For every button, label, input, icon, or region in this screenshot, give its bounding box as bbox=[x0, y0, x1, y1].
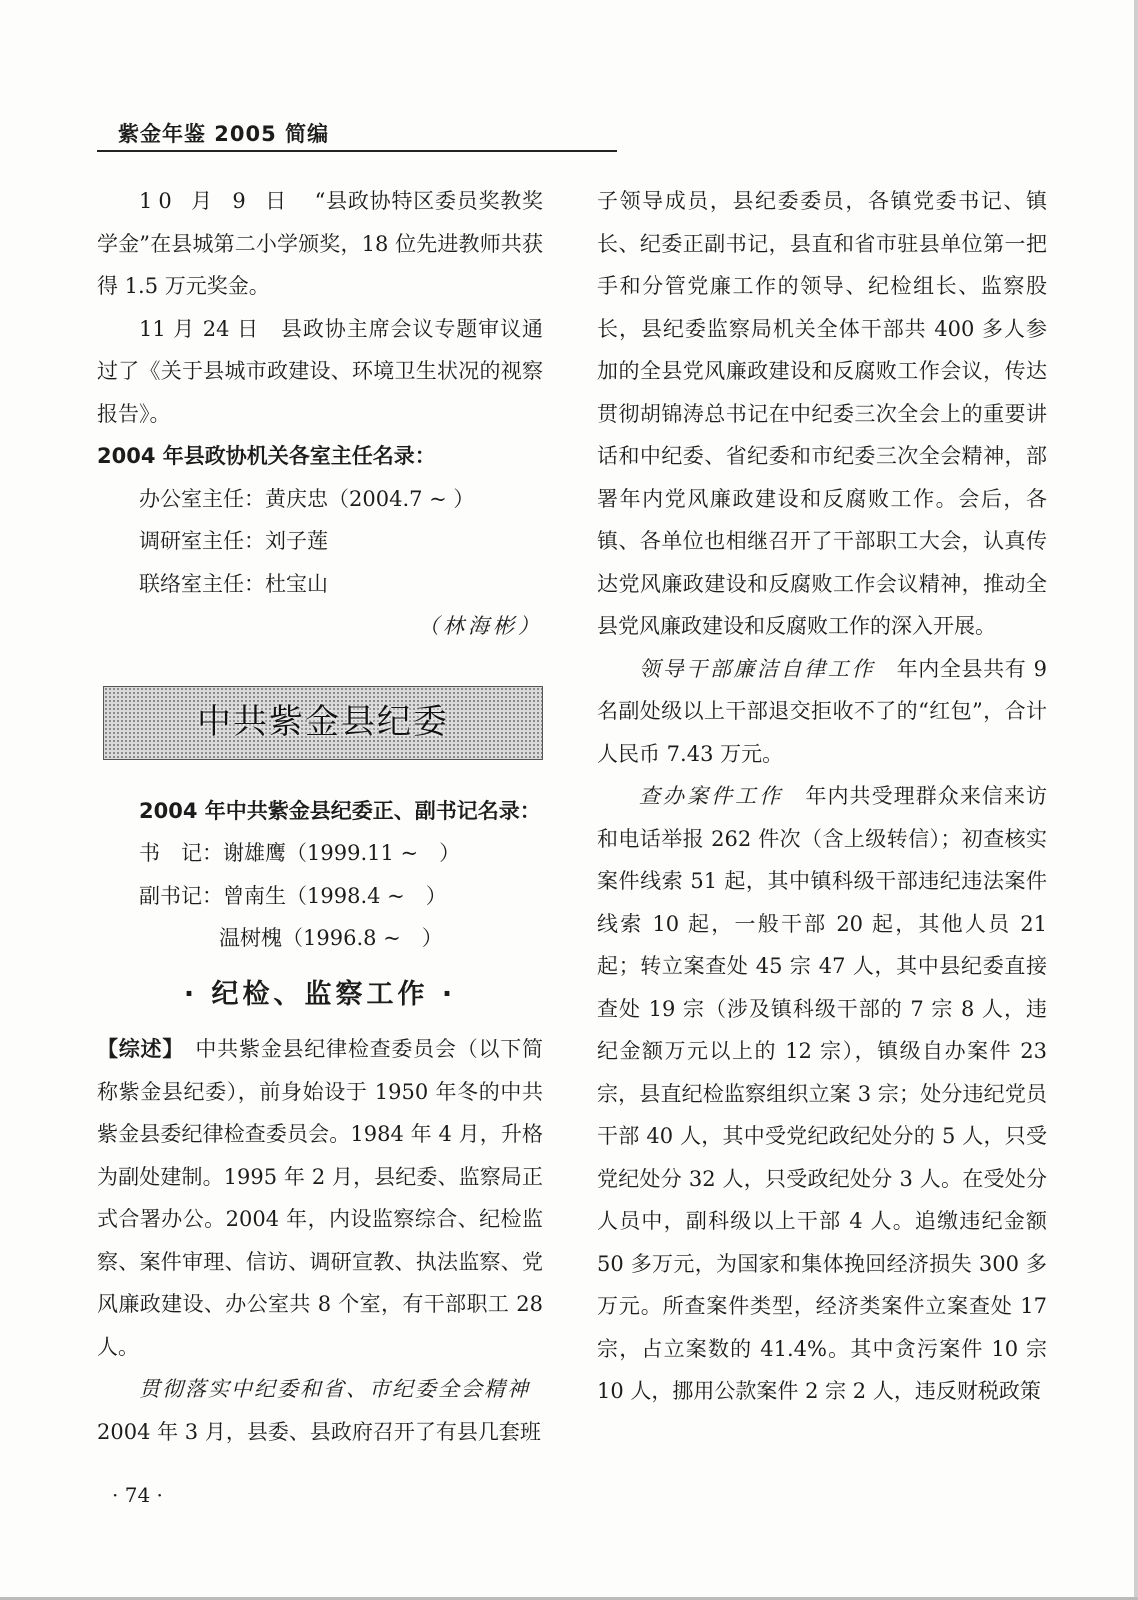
running-header-title: 紫金年鉴 2005 简编 bbox=[118, 122, 330, 146]
meeting-paragraph: 子领导成员，县纪委委员，各镇党委书记、镇长、纪委正副书记，县直和省市驻县单位第一把手和分管党廉工作的领导、纪检组长、监察股长，县纪委监察局机关全体干部共 400 多人参加的全县党风廉政建设和反腐败工作会议，传达贯彻胡锦涛总书记在中纪委三次全会上的重要讲话和中纪委、省纪委和市纪委三次全会精神，部署年内党风廉政建设和反腐败工作。会后，各镇、各单位也相继召开了干部职工大会，认真传达党风廉政建设和反腐败工作会议精神，推动全县党风廉政建设和反腐败工作的深入开展。 bbox=[597, 189, 1047, 638]
page-number: · 74 · bbox=[112, 1483, 163, 1507]
directory-item: 调研室主任：刘子莲 bbox=[139, 529, 328, 553]
directory-item: 联络室主任：杜宝山 bbox=[139, 571, 328, 596]
self-discipline-paragraph bbox=[597, 648, 1047, 776]
secretaries-heading: 2004 年中共紫金县纪委正、副书记名录： bbox=[139, 798, 541, 823]
section-banner bbox=[103, 686, 543, 760]
event-oct-9 bbox=[97, 180, 543, 308]
deputy-secretary-entry: 副书记：曾南生（1998.4 ~ ） bbox=[139, 883, 447, 908]
event-nov-24 bbox=[97, 308, 543, 436]
cases-text: 年内共受理群众来信来访和电话举报 262 件次（含上级转信）；初查核实案件线索 51 起，其中镇科级干部违纪违法案件线索 10 起，一般干部 20 起，其他人员 21 起；转立案查处 45 宗 47 人，其中县纪委直接查处 19 宗（涉及镇科级干部的 7 宗 8 人，违纪金额万元以上的 12 宗），镇级自办案件 23 宗，县直纪检监察组织立案 3 宗；处分违纪党员干部 40 人，其中受党纪政纪处分的 5 人，只受党纪处分 32 人，只受政纪处分 3 人。在受处分人员中，副科级以上干部 4 人。追缴违纪金额 50 多万元，为国家和集体挽回经济损失 300 多万元。所查案件类型，经济类案件立案查处 17 宗，占立案数的 41.4%。其中贪污案件 10 宗 10 人，挪用公款案件 2 宗 2 人，违反财税政策 bbox=[597, 784, 1048, 1403]
summary-label: 【综述】 bbox=[97, 1037, 174, 1061]
self-discipline-text: 年内全县共有 9 名副处级以上干部退交拒收不了的“红包”，合计人民币 7.43 万元。 bbox=[597, 656, 1047, 766]
summary-text: 中共紫金县纪律检查委员会（以下简称紫金县纪委），前身始设于 1950 年冬的中共紫金县委纪律检查委员会。1984 年 4 月，升格为副处建制。1995 年 2 月，县纪委、监察局正式合署办公。2004 年，内设监察综合、纪检监察、案件审理、信访、调研宣教、执法监察、党风廉政建设、办公室共 8 个室，有干部职工 28 人。 bbox=[97, 1037, 544, 1359]
directory-heading: 2004 年县政协机关各室主任名录： bbox=[97, 444, 436, 468]
implement-subheading: 贯彻落实中纪委和省、市纪委全会精神 bbox=[139, 1377, 530, 1401]
right-column bbox=[597, 180, 1047, 1413]
banner-title: 中共紫金县纪委 bbox=[197, 702, 449, 743]
author-signature: （林海彬） bbox=[418, 614, 543, 638]
event-text: “县政协特区委员奖教奖学金”在县城第二小学颁奖，18 位先进教师共获得 1.5 万元奖金。 bbox=[97, 189, 543, 298]
implement-text: 2004 年 3 月，县委、县政府召开了有县几套班 bbox=[97, 1419, 541, 1444]
directory-item: 办公室主任：黄庆忠（2004.7 ~ ） bbox=[139, 486, 475, 511]
left-column bbox=[97, 180, 543, 1453]
header-rule bbox=[97, 150, 617, 152]
event-date: 10 月 9 日 bbox=[139, 189, 293, 213]
cases-paragraph bbox=[597, 775, 1047, 1413]
section-heading: · 纪检、监察工作 · bbox=[183, 978, 457, 1010]
event-date: 11 月 24 日 bbox=[139, 316, 260, 341]
event-text: 县政协主席会议专题审议通过了《关于县城市政建设、环境卫生状况的视察报告》。 bbox=[97, 316, 544, 426]
cases-label: 查办案件工作 bbox=[639, 784, 784, 808]
deputy-secretary-entry: 温树槐（1996.8 ~ ） bbox=[219, 926, 443, 950]
scan-edge-shadow bbox=[1134, 0, 1138, 1600]
summary-paragraph bbox=[97, 1028, 543, 1368]
secretary-entry: 书 记：谢雄鹰（1999.11 ~ ） bbox=[139, 841, 461, 865]
self-discipline-label: 领导干部廉洁自律工作 bbox=[639, 656, 876, 681]
